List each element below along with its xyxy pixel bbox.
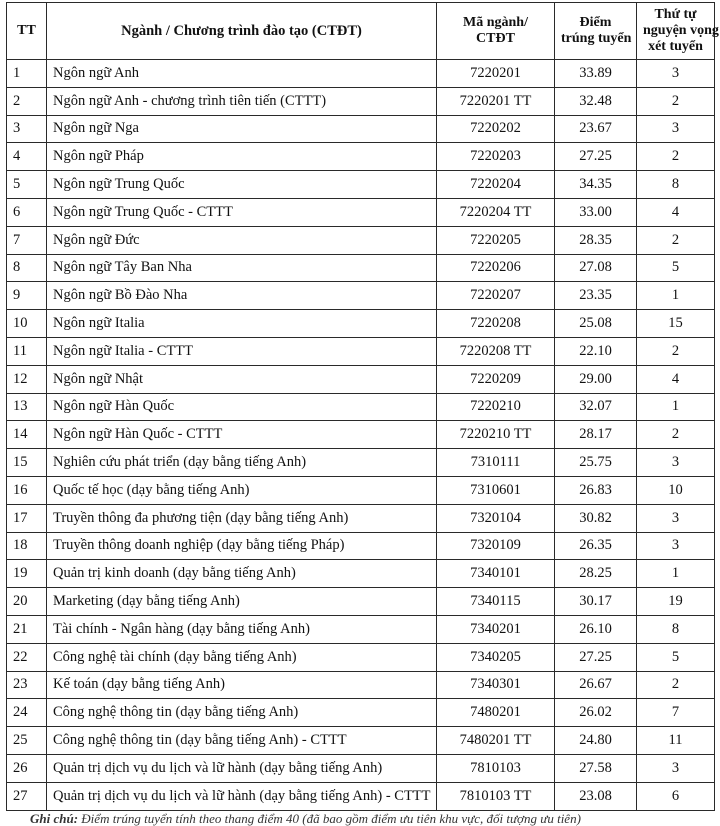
table-row bbox=[7, 782, 715, 810]
cell-program-code: 7480201 TT bbox=[437, 727, 555, 755]
cell-program-name: Quản trị dịch vụ du lịch và lữ hành (dạy bằng tiếng Anh) - CTTT bbox=[47, 782, 437, 810]
cell-program-code: 7310111 bbox=[437, 449, 555, 477]
header-order-line2: nguyện vọng bbox=[643, 23, 719, 38]
table-row bbox=[7, 198, 715, 226]
cell-program-code: 7220210 TT bbox=[437, 421, 555, 449]
footnote-label: Ghi chú: bbox=[30, 811, 79, 826]
cell-admission-score: 27.58 bbox=[555, 754, 637, 782]
cell-preference-order: 2 bbox=[637, 671, 715, 699]
table-row bbox=[7, 754, 715, 782]
cell-tt: 19 bbox=[7, 560, 47, 588]
cell-admission-score: 23.67 bbox=[555, 115, 637, 143]
cell-program-name: Ngôn ngữ Nhật bbox=[47, 365, 437, 393]
cell-program-code: 7220204 bbox=[437, 171, 555, 199]
cell-program-code: 7810103 bbox=[437, 754, 555, 782]
cell-admission-score: 28.17 bbox=[555, 421, 637, 449]
header-code-line1: Mã ngành/ bbox=[463, 15, 528, 30]
table-row bbox=[7, 226, 715, 254]
cell-program-code: 7220207 bbox=[437, 282, 555, 310]
cell-preference-order: 19 bbox=[637, 588, 715, 616]
header-order-line1: Thứ tự bbox=[654, 7, 697, 22]
cell-tt: 8 bbox=[7, 254, 47, 282]
cell-program-name: Ngôn ngữ Đức bbox=[47, 226, 437, 254]
cell-admission-score: 23.35 bbox=[555, 282, 637, 310]
cell-program-code: 7480201 bbox=[437, 699, 555, 727]
cell-program-name: Quản trị dịch vụ du lịch và lữ hành (dạy bằng tiếng Anh) bbox=[47, 754, 437, 782]
cell-program-name: Ngôn ngữ Hàn Quốc - CTTT bbox=[47, 421, 437, 449]
cell-admission-score: 26.67 bbox=[555, 671, 637, 699]
admission-scores-table bbox=[6, 2, 719, 811]
cell-program-name: Nghiên cứu phát triển (dạy bằng tiếng Anh) bbox=[47, 449, 437, 477]
cell-preference-order: 2 bbox=[637, 337, 715, 365]
cell-program-code: 7310601 bbox=[437, 476, 555, 504]
table-row bbox=[7, 337, 715, 365]
cell-program-name: Ngôn ngữ Nga bbox=[47, 115, 437, 143]
header-order bbox=[637, 3, 719, 60]
cell-tt: 15 bbox=[7, 449, 47, 477]
cell-preference-order: 1 bbox=[637, 282, 715, 310]
header-code bbox=[437, 3, 555, 60]
cell-admission-score: 26.10 bbox=[555, 615, 637, 643]
cell-program-code: 7220210 bbox=[437, 393, 555, 421]
cell-program-name: Ngôn ngữ Tây Ban Nha bbox=[47, 254, 437, 282]
cell-program-code: 7220201 TT bbox=[437, 87, 555, 115]
cell-tt: 27 bbox=[7, 782, 47, 810]
table-row bbox=[7, 532, 715, 560]
header-row bbox=[7, 3, 715, 60]
cell-tt: 5 bbox=[7, 171, 47, 199]
cell-program-code: 7220204 TT bbox=[437, 198, 555, 226]
cell-preference-order: 3 bbox=[637, 754, 715, 782]
cell-program-code: 7220201 bbox=[437, 60, 555, 88]
cell-admission-score: 28.35 bbox=[555, 226, 637, 254]
cell-program-code: 7220206 bbox=[437, 254, 555, 282]
cell-preference-order: 5 bbox=[637, 254, 715, 282]
cell-preference-order: 8 bbox=[637, 171, 715, 199]
cell-admission-score: 25.08 bbox=[555, 310, 637, 338]
cell-program-name: Ngôn ngữ Anh bbox=[47, 60, 437, 88]
footnote-text: Điểm trúng tuyển tính theo thang điểm 40 (đã bao gồm điểm ưu tiên khu vực, đối tượng ưu tiên) bbox=[81, 811, 581, 826]
cell-program-name: Kế toán (dạy bằng tiếng Anh) bbox=[47, 671, 437, 699]
cell-program-code: 7340201 bbox=[437, 615, 555, 643]
cell-program-code: 7320104 bbox=[437, 504, 555, 532]
table-row bbox=[7, 727, 715, 755]
cell-preference-order: 3 bbox=[637, 449, 715, 477]
cell-admission-score: 32.48 bbox=[555, 87, 637, 115]
cell-program-name: Công nghệ thông tin (dạy bằng tiếng Anh) - CTTT bbox=[47, 727, 437, 755]
cell-tt: 26 bbox=[7, 754, 47, 782]
cell-tt: 25 bbox=[7, 727, 47, 755]
header-score-line1: Điểm bbox=[579, 15, 612, 30]
cell-program-name: Ngôn ngữ Bồ Đào Nha bbox=[47, 282, 437, 310]
table-header bbox=[7, 3, 719, 60]
table-row bbox=[7, 643, 715, 671]
cell-admission-score: 29.00 bbox=[555, 365, 637, 393]
cell-program-code: 7810103 TT bbox=[437, 782, 555, 810]
cell-admission-score: 33.00 bbox=[555, 198, 637, 226]
cell-tt: 18 bbox=[7, 532, 47, 560]
cell-tt: 6 bbox=[7, 198, 47, 226]
cell-preference-order: 2 bbox=[637, 226, 715, 254]
table-row bbox=[7, 588, 715, 616]
cell-preference-order: 7 bbox=[637, 699, 715, 727]
table-row bbox=[7, 560, 715, 588]
table-row bbox=[7, 393, 715, 421]
cell-preference-order: 2 bbox=[637, 87, 715, 115]
cell-program-name: Truyền thông đa phương tiện (dạy bằng tiếng Anh) bbox=[47, 504, 437, 532]
cell-tt: 10 bbox=[7, 310, 47, 338]
cell-admission-score: 30.17 bbox=[555, 588, 637, 616]
cell-tt: 4 bbox=[7, 143, 47, 171]
cell-tt: 23 bbox=[7, 671, 47, 699]
cell-program-code: 7320109 bbox=[437, 532, 555, 560]
cell-tt: 20 bbox=[7, 588, 47, 616]
cell-tt: 9 bbox=[7, 282, 47, 310]
cell-tt: 2 bbox=[7, 87, 47, 115]
cell-program-name: Truyền thông doanh nghiệp (dạy bằng tiếng Pháp) bbox=[47, 532, 437, 560]
cell-program-name: Marketing (dạy bằng tiếng Anh) bbox=[47, 588, 437, 616]
cell-preference-order: 3 bbox=[637, 60, 715, 88]
table-row bbox=[7, 60, 715, 88]
cell-program-name: Ngôn ngữ Hàn Quốc bbox=[47, 393, 437, 421]
table-row bbox=[7, 254, 715, 282]
cell-admission-score: 27.25 bbox=[555, 643, 637, 671]
table-row bbox=[7, 699, 715, 727]
table-row bbox=[7, 671, 715, 699]
table-row bbox=[7, 115, 715, 143]
cell-admission-score: 26.83 bbox=[555, 476, 637, 504]
header-order-line3: xét tuyển bbox=[648, 39, 703, 54]
table-row bbox=[7, 282, 715, 310]
cell-tt: 7 bbox=[7, 226, 47, 254]
cell-program-name: Ngôn ngữ Anh - chương trình tiên tiến (CTTT) bbox=[47, 87, 437, 115]
cell-program-code: 7340115 bbox=[437, 588, 555, 616]
cell-admission-score: 23.08 bbox=[555, 782, 637, 810]
cell-tt: 13 bbox=[7, 393, 47, 421]
cell-preference-order: 1 bbox=[637, 393, 715, 421]
cell-program-code: 7220205 bbox=[437, 226, 555, 254]
header-code-line2: CTĐT bbox=[476, 31, 515, 46]
cell-program-name: Ngôn ngữ Italia - CTTT bbox=[47, 337, 437, 365]
cell-preference-order: 5 bbox=[637, 643, 715, 671]
cell-preference-order: 2 bbox=[637, 421, 715, 449]
cell-program-name: Tài chính - Ngân hàng (dạy bằng tiếng Anh) bbox=[47, 615, 437, 643]
cell-preference-order: 11 bbox=[637, 727, 715, 755]
table-row bbox=[7, 449, 715, 477]
cell-tt: 14 bbox=[7, 421, 47, 449]
cell-preference-order: 15 bbox=[637, 310, 715, 338]
table-row bbox=[7, 504, 715, 532]
cell-tt: 11 bbox=[7, 337, 47, 365]
cell-program-name: Công nghệ thông tin (dạy bằng tiếng Anh) bbox=[47, 699, 437, 727]
table-row bbox=[7, 476, 715, 504]
cell-preference-order: 4 bbox=[637, 198, 715, 226]
header-program: Ngành / Chương trình đào tạo (CTĐT) bbox=[47, 3, 437, 60]
cell-admission-score: 32.07 bbox=[555, 393, 637, 421]
table-body bbox=[7, 60, 715, 811]
header-score-line2: trúng tuyển bbox=[561, 31, 632, 46]
table-row bbox=[7, 171, 715, 199]
cell-program-name: Quản trị kinh doanh (dạy bằng tiếng Anh) bbox=[47, 560, 437, 588]
cell-preference-order: 3 bbox=[637, 115, 715, 143]
cell-admission-score: 26.02 bbox=[555, 699, 637, 727]
cell-admission-score: 33.89 bbox=[555, 60, 637, 88]
cell-program-code: 7340205 bbox=[437, 643, 555, 671]
cell-tt: 12 bbox=[7, 365, 47, 393]
table-row bbox=[7, 365, 715, 393]
cell-preference-order: 3 bbox=[637, 504, 715, 532]
cell-tt: 17 bbox=[7, 504, 47, 532]
cell-preference-order: 4 bbox=[637, 365, 715, 393]
table-row bbox=[7, 87, 715, 115]
cell-admission-score: 25.75 bbox=[555, 449, 637, 477]
cell-tt: 21 bbox=[7, 615, 47, 643]
cell-admission-score: 27.25 bbox=[555, 143, 637, 171]
cell-program-name: Ngôn ngữ Trung Quốc bbox=[47, 171, 437, 199]
cell-preference-order: 1 bbox=[637, 560, 715, 588]
cell-program-name: Quốc tế học (dạy bằng tiếng Anh) bbox=[47, 476, 437, 504]
cell-preference-order: 10 bbox=[637, 476, 715, 504]
cell-admission-score: 26.35 bbox=[555, 532, 637, 560]
cell-preference-order: 3 bbox=[637, 532, 715, 560]
cell-tt: 3 bbox=[7, 115, 47, 143]
cell-program-code: 7220203 bbox=[437, 143, 555, 171]
cell-program-name: Ngôn ngữ Trung Quốc - CTTT bbox=[47, 198, 437, 226]
table-row bbox=[7, 421, 715, 449]
table-row bbox=[7, 615, 715, 643]
cell-preference-order: 6 bbox=[637, 782, 715, 810]
table-row bbox=[7, 143, 715, 171]
cell-tt: 24 bbox=[7, 699, 47, 727]
table-row bbox=[7, 310, 715, 338]
cell-preference-order: 8 bbox=[637, 615, 715, 643]
cell-admission-score: 34.35 bbox=[555, 171, 637, 199]
header-tt: TT bbox=[7, 3, 47, 60]
cell-program-code: 7220202 bbox=[437, 115, 555, 143]
header-score bbox=[555, 3, 637, 60]
cell-admission-score: 30.82 bbox=[555, 504, 637, 532]
cell-program-name: Ngôn ngữ Italia bbox=[47, 310, 437, 338]
cell-program-code: 7220208 bbox=[437, 310, 555, 338]
cell-admission-score: 22.10 bbox=[555, 337, 637, 365]
cell-program-code: 7340101 bbox=[437, 560, 555, 588]
cell-admission-score: 27.08 bbox=[555, 254, 637, 282]
cell-program-name: Ngôn ngữ Pháp bbox=[47, 143, 437, 171]
footnote bbox=[30, 811, 581, 826]
cell-tt: 1 bbox=[7, 60, 47, 88]
cell-program-name: Công nghệ tài chính (dạy bằng tiếng Anh) bbox=[47, 643, 437, 671]
cell-program-code: 7220208 TT bbox=[437, 337, 555, 365]
cell-tt: 22 bbox=[7, 643, 47, 671]
cell-preference-order: 2 bbox=[637, 143, 715, 171]
cell-program-code: 7220209 bbox=[437, 365, 555, 393]
cell-program-code: 7340301 bbox=[437, 671, 555, 699]
cell-admission-score: 24.80 bbox=[555, 727, 637, 755]
cell-admission-score: 28.25 bbox=[555, 560, 637, 588]
cell-tt: 16 bbox=[7, 476, 47, 504]
